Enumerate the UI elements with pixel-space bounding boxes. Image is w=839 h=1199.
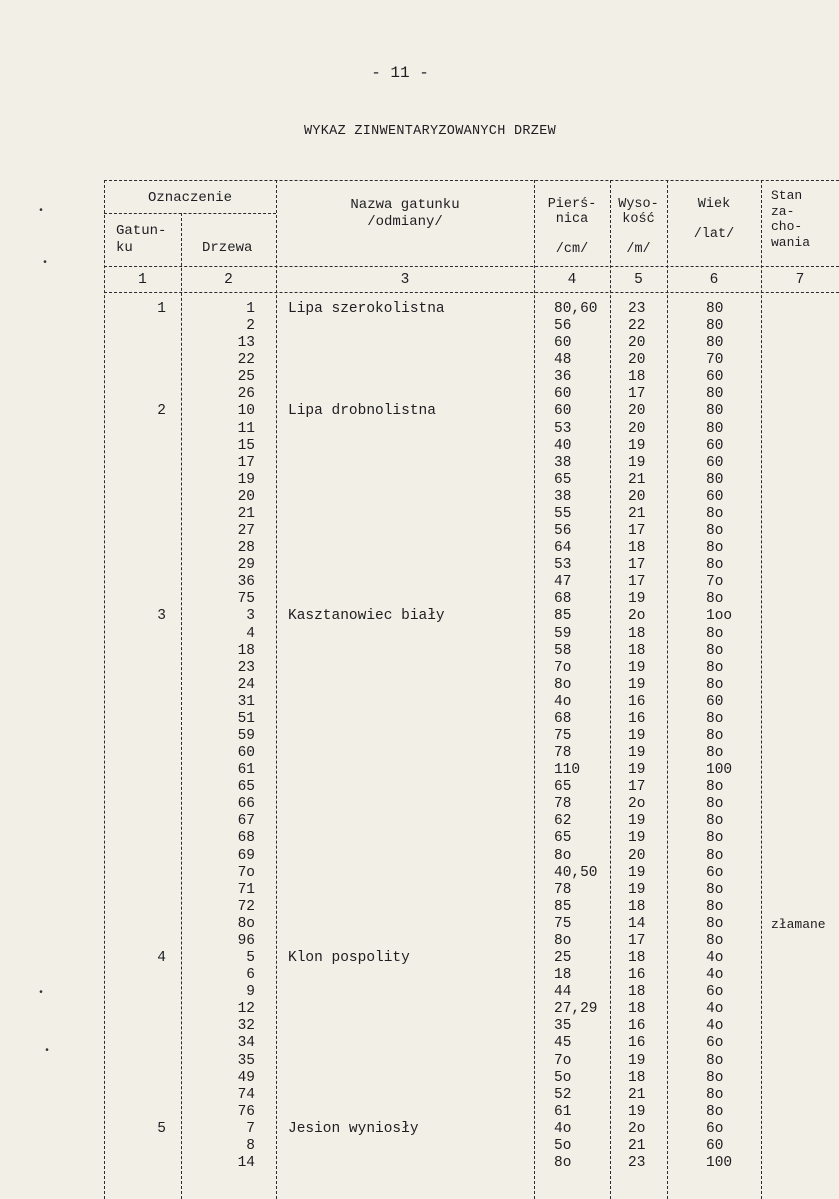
cell-drzewa: 2 (246, 318, 255, 335)
cell-drzewa: 26 (237, 386, 255, 403)
cell-wysokosc: 19 (628, 437, 646, 454)
cell-drzewa: 18 (237, 642, 255, 659)
cell-piersnica: 75 (554, 915, 572, 932)
cell-wiek: 4o (706, 1018, 724, 1035)
cell-wysokosc: 18 (628, 950, 646, 967)
cell-wysokosc: 18 (628, 540, 646, 557)
header-piersnica: Pierś- nica /cm/ (547, 197, 597, 257)
cell-wysokosc: 20 (628, 420, 646, 437)
cell-piersnica: 40 (554, 437, 572, 454)
cell-piersnica: 61 (554, 1103, 572, 1120)
cell-drzewa: 67 (237, 813, 255, 830)
cell-piersnica: 8o (554, 676, 572, 693)
margin-mark: • (42, 258, 49, 269)
cell-drzewa: 15 (237, 437, 255, 454)
column-number: 6 (709, 272, 719, 288)
cell-drzewa: 20 (237, 488, 255, 505)
cell-wiek: 80 (706, 420, 724, 437)
cell-drzewa: 75 (237, 591, 255, 608)
cell-wiek: 8o (706, 728, 724, 744)
cell-wiek: 4o (706, 950, 724, 967)
column-number-rule (104, 292, 839, 293)
cell-drzewa: 19 (237, 471, 255, 488)
cell-drzewa: 13 (237, 335, 255, 352)
cell-piersnica: 45 (554, 1035, 572, 1052)
cell-wiek: 60 (706, 437, 724, 454)
cell-piersnica: 8o (554, 847, 572, 864)
cell-wiek: 8o (706, 557, 724, 574)
cell-wysokosc: 19 (628, 1103, 646, 1120)
cell-wysokosc: 16 (628, 693, 646, 710)
column-number: 2 (224, 272, 233, 288)
cell-piersnica: 40,50 (554, 864, 598, 881)
cell-wysokosc: 20 (628, 403, 646, 420)
cell-wiek: 8o (706, 1086, 724, 1103)
cell-piersnica: 59 (554, 625, 572, 642)
cell-wiek: 8o (706, 813, 724, 830)
cell-wiek: 80 (706, 335, 724, 352)
cell-piersnica: 38 (554, 488, 572, 505)
cell-piersnica: 4o (554, 1120, 572, 1137)
cell-wiek: 70 (706, 352, 724, 369)
cell-wysokosc: 21 (628, 505, 646, 522)
cell-wysokosc: 21 (628, 1086, 646, 1103)
header-nazwa: Nazwa gatunku /odmiany/ (350, 197, 460, 230)
cell-piersnica: 78 (554, 796, 572, 813)
cell-drzewa: 59 (237, 728, 255, 744)
margin-mark: • (38, 988, 45, 999)
cell-wiek: 8o (706, 932, 724, 949)
cell-wysokosc: 20 (628, 488, 646, 505)
cell-piersnica: 75 (554, 728, 572, 744)
cell-drzewa: 34 (237, 1035, 255, 1052)
cell-drzewa: 35 (237, 1052, 255, 1069)
cell-drzewa: 6 (246, 967, 255, 984)
cell-wiek: 4o (706, 967, 724, 984)
cell-wysokosc: 19 (628, 881, 646, 898)
cell-piersnica: 110 (554, 762, 581, 779)
cell-wiek: 8o (706, 505, 724, 522)
cell-piersnica: 78 (554, 881, 572, 898)
cell-piersnica: 65 (554, 471, 572, 488)
cell-wiek: 8o (706, 1069, 724, 1086)
header-gatunku: Gatun- ku (116, 223, 167, 256)
cell-wysokosc: 19 (628, 659, 646, 676)
cell-wiek: 80 (706, 386, 724, 403)
table-top-rule (104, 180, 839, 181)
cell-drzewa: 72 (237, 898, 255, 915)
cell-wiek: 80 (706, 471, 724, 488)
cell-drzewa: 31 (237, 693, 255, 710)
header-drzewa: Drzewa (202, 240, 253, 256)
cell-piersnica: 60 (554, 386, 572, 403)
cell-drzewa: 11 (237, 420, 255, 437)
cell-drzewa: 49 (237, 1069, 255, 1086)
cell-wysokosc: 21 (628, 1137, 646, 1154)
cell-wysokosc: 17 (628, 779, 646, 796)
cell-piersnica: 85 (554, 608, 572, 625)
cell-wiek: 8o (706, 523, 724, 540)
column-number: 3 (400, 272, 410, 288)
cell-piersnica: 65 (554, 779, 572, 796)
cell-piersnica: 27,29 (554, 1001, 598, 1018)
cell-wysokosc: 18 (628, 984, 646, 1001)
cell-piersnica: 62 (554, 813, 572, 830)
document-title: WYKAZ ZINWENTARYZOWANYCH DRZEW (303, 124, 557, 139)
cell-wysokosc: 18 (628, 1069, 646, 1086)
cell-drzewa: 22 (237, 352, 255, 369)
header-wysokosc: Wyso- kość /m/ (618, 197, 659, 257)
cell-piersnica: 25 (554, 950, 572, 967)
cell-wiek: 80 (706, 301, 724, 317)
cell-drzewa: 65 (237, 779, 255, 796)
cell-piersnica: 48 (554, 352, 572, 369)
cell-piersnica: 78 (554, 745, 572, 762)
cell-drzewa: 60 (237, 745, 255, 762)
cell-piersnica: 38 (554, 454, 572, 471)
column-number: 7 (795, 272, 805, 288)
cell-drzewa: 5 (246, 950, 255, 967)
cell-piersnica: 56 (554, 523, 572, 540)
cell-wiek: 6o (706, 984, 724, 1001)
cell-wiek: 8o (706, 710, 724, 727)
cell-wysokosc: 17 (628, 523, 646, 540)
cell-wysokosc: 19 (628, 813, 646, 830)
cell-drzewa: 23 (237, 659, 255, 676)
cell-drzewa: 21 (237, 505, 255, 522)
cell-wysokosc: 19 (628, 591, 646, 608)
cell-drzewa: 36 (237, 574, 255, 591)
cell-drzewa: 69 (237, 847, 255, 864)
cell-wysokosc: 19 (628, 728, 646, 744)
cell-drzewa: 17 (237, 454, 255, 471)
cell-wysokosc: 14 (628, 915, 646, 932)
cell-wiek: 8o (706, 1103, 724, 1120)
cell-piersnica: 56 (554, 318, 572, 335)
cell-drzewa: 7 (246, 1120, 255, 1137)
margin-mark: • (44, 1046, 51, 1057)
cell-piersnica: 85 (554, 898, 572, 915)
cell-nazwa: Lipa szerokolistna (288, 301, 445, 317)
cell-wiek: 6o (706, 864, 724, 881)
cell-wysokosc: 18 (628, 642, 646, 659)
cell-drzewa: 12 (237, 1001, 255, 1018)
cell-wiek: 60 (706, 488, 724, 505)
cell-wiek: 8o (706, 659, 724, 676)
cell-wiek: 6o (706, 1120, 724, 1137)
cell-drzewa: 24 (237, 676, 255, 693)
cell-drzewa: 76 (237, 1103, 255, 1120)
cell-piersnica: 18 (554, 967, 572, 984)
cell-gatunku: 5 (157, 1120, 166, 1137)
cell-drzewa: 8o (237, 915, 255, 932)
col-wiek-rule (761, 180, 762, 1199)
cell-drzewa: 25 (237, 369, 255, 386)
cell-wysokosc: 20 (628, 335, 646, 352)
cell-wiek: 8o (706, 796, 724, 813)
cell-drzewa: 9 (246, 984, 255, 1001)
cell-drzewa: 74 (237, 1086, 255, 1103)
cell-wysokosc: 16 (628, 710, 646, 727)
cell-drzewa: 68 (237, 830, 255, 847)
cell-wysokosc: 19 (628, 864, 646, 881)
cell-gatunku: 1 (157, 301, 166, 317)
cell-wysokosc: 19 (628, 830, 646, 847)
cell-drzewa: 27 (237, 523, 255, 540)
cell-piersnica: 44 (554, 984, 572, 1001)
cell-piersnica: 64 (554, 540, 572, 557)
cell-wysokosc: 17 (628, 386, 646, 403)
cell-wysokosc: 19 (628, 676, 646, 693)
cell-piersnica: 52 (554, 1086, 572, 1103)
cell-wysokosc: 19 (628, 762, 646, 779)
cell-wysokosc: 2o (628, 796, 646, 813)
table-left-rule (104, 180, 105, 1199)
cell-drzewa: 1 (246, 301, 255, 317)
cell-wiek: 8o (706, 830, 724, 847)
cell-wiek: 8o (706, 745, 724, 762)
cell-drzewa: 8 (246, 1137, 255, 1154)
cell-piersnica: 47 (554, 574, 572, 591)
margin-mark: • (38, 206, 45, 217)
cell-wiek: 100 (706, 1155, 733, 1171)
cell-wysokosc: 21 (628, 471, 646, 488)
cell-wiek: 80 (706, 403, 724, 420)
cell-piersnica: 80,60 (554, 301, 598, 317)
cell-drzewa: 7o (237, 864, 255, 881)
cell-drzewa: 3 (246, 608, 255, 625)
cell-wysokosc: 2o (628, 1120, 646, 1137)
cell-wiek: 60 (706, 369, 724, 386)
cell-nazwa: Lipa drobnolistna (288, 403, 436, 420)
cell-nazwa: Kasztanowiec biały (288, 608, 445, 625)
cell-drzewa: 32 (237, 1018, 255, 1035)
cell-wysokosc: 20 (628, 847, 646, 864)
cell-wiek: 8o (706, 676, 724, 693)
column-number: 1 (138, 272, 147, 288)
cell-wysokosc: 23 (628, 301, 646, 317)
cell-piersnica: 7o (554, 1052, 572, 1069)
cell-wysokosc: 18 (628, 625, 646, 642)
header-bottom-rule (104, 266, 839, 267)
cell-drzewa: 29 (237, 557, 255, 574)
cell-wysokosc: 17 (628, 932, 646, 949)
cell-gatunku: 3 (157, 608, 166, 625)
cell-piersnica: 60 (554, 335, 572, 352)
page-number: - 11 - (371, 64, 429, 82)
cell-wysokosc: 22 (628, 318, 646, 335)
oznaczenie-rule (104, 213, 276, 214)
cell-piersnica: 68 (554, 591, 572, 608)
cell-wysokosc: 19 (628, 1052, 646, 1069)
cell-drzewa: 71 (237, 881, 255, 898)
cell-gatunku: 2 (157, 403, 166, 420)
cell-drzewa: 66 (237, 796, 255, 813)
cell-wysokosc: 18 (628, 1001, 646, 1018)
cell-wiek: 80 (706, 318, 724, 335)
header-stan: Stan za- cho- wania (771, 188, 811, 250)
cell-wiek: 8o (706, 591, 724, 608)
cell-wiek: 4o (706, 1001, 724, 1018)
cell-drzewa: 10 (237, 403, 255, 420)
cell-wysokosc: 20 (628, 352, 646, 369)
cell-piersnica: 7o (554, 659, 572, 676)
cell-wiek: 1oo (706, 608, 733, 625)
col-drzewa-rule (276, 180, 277, 1199)
cell-wiek: 6o (706, 1035, 724, 1052)
cell-wysokosc: 16 (628, 1035, 646, 1052)
cell-piersnica: 5o (554, 1069, 572, 1086)
cell-piersnica: 55 (554, 505, 572, 522)
cell-wysokosc: 18 (628, 898, 646, 915)
cell-wysokosc: 18 (628, 369, 646, 386)
header-oznaczenie: Oznaczenie (147, 190, 232, 206)
cell-wiek: 8o (706, 779, 724, 796)
cell-drzewa: 51 (237, 710, 255, 727)
cell-wysokosc: 2o (628, 608, 646, 625)
cell-stan: złamane (771, 916, 826, 932)
cell-piersnica: 36 (554, 369, 572, 386)
cell-wiek: 60 (706, 454, 724, 471)
cell-piersnica: 68 (554, 710, 572, 727)
cell-drzewa: 61 (237, 762, 255, 779)
cell-wiek: 60 (706, 1137, 724, 1154)
cell-wiek: 8o (706, 915, 724, 932)
cell-wiek: 8o (706, 898, 724, 915)
column-number: 4 (567, 272, 577, 288)
cell-piersnica: 4o (554, 693, 572, 710)
cell-wysokosc: 19 (628, 745, 646, 762)
cell-wiek: 8o (706, 540, 724, 557)
cell-wysokosc: 23 (628, 1155, 646, 1171)
cell-piersnica: 53 (554, 557, 572, 574)
cell-piersnica: 58 (554, 642, 572, 659)
cell-drzewa: 96 (237, 932, 255, 949)
cell-nazwa: Jesion wyniosły (288, 1120, 419, 1137)
cell-drzewa: 14 (237, 1155, 255, 1171)
cell-piersnica: 53 (554, 420, 572, 437)
cell-piersnica: 8o (554, 932, 572, 949)
column-number: 5 (634, 272, 643, 288)
cell-wysokosc: 16 (628, 967, 646, 984)
cell-wysokosc: 16 (628, 1018, 646, 1035)
cell-wysokosc: 19 (628, 454, 646, 471)
header-wiek: Wiek /lat/ (693, 197, 735, 242)
cell-piersnica: 5o (554, 1137, 572, 1154)
cell-drzewa: 4 (246, 625, 255, 642)
cell-piersnica: 35 (554, 1018, 572, 1035)
cell-piersnica: 60 (554, 403, 572, 420)
cell-piersnica: 8o (554, 1155, 572, 1171)
col-nazwa-rule (534, 180, 535, 1199)
cell-wiek: 8o (706, 881, 724, 898)
cell-nazwa: Klon pospolity (288, 950, 410, 967)
cell-drzewa: 28 (237, 540, 255, 557)
cell-wysokosc: 17 (628, 557, 646, 574)
cell-wiek: 8o (706, 847, 724, 864)
cell-wiek: 100 (706, 762, 733, 779)
cell-wysokosc: 17 (628, 574, 646, 591)
cell-gatunku: 4 (157, 950, 166, 967)
cell-wiek: 8o (706, 1052, 724, 1069)
cell-wiek: 60 (706, 693, 724, 710)
cell-wiek: 7o (706, 574, 724, 591)
cell-wiek: 8o (706, 642, 724, 659)
cell-wiek: 8o (706, 625, 724, 642)
cell-piersnica: 65 (554, 830, 572, 847)
